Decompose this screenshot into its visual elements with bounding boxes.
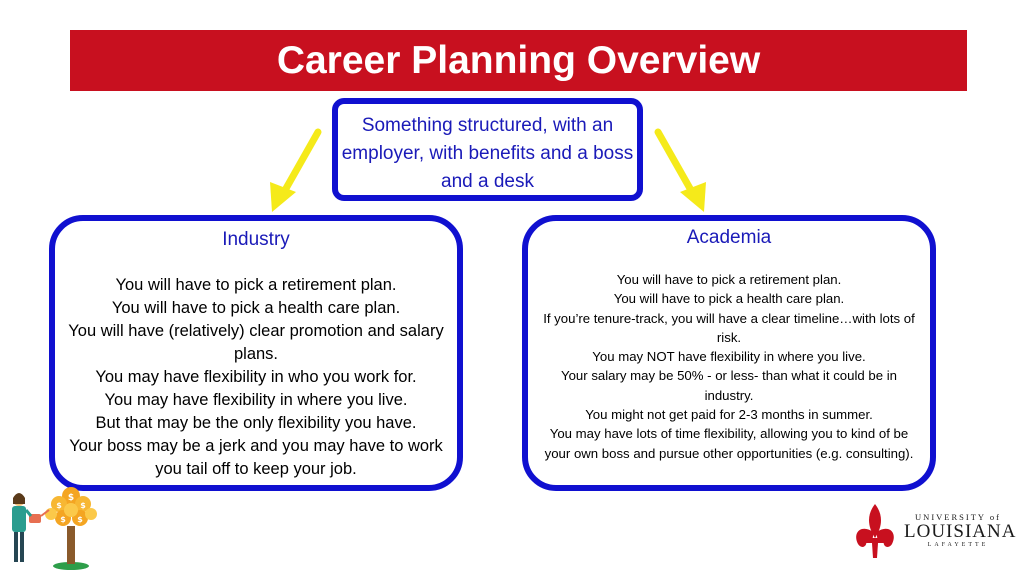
page-title: Career Planning Overview <box>276 38 761 82</box>
academia-box <box>522 215 936 491</box>
svg-text:$: $ <box>77 515 83 524</box>
money-tree-person-icon <box>5 484 100 570</box>
industry-list <box>55 274 457 481</box>
list-item: Your salary may be 50% - or less- than what it could be in industry. <box>561 368 897 403</box>
arrow-down-right-icon <box>652 126 714 216</box>
list-item: You will have to pick a retirement plan. <box>115 276 397 294</box>
industry-heading: Industry <box>222 229 290 250</box>
svg-text:$: $ <box>80 501 86 510</box>
list-item: You may NOT have flexibility in where you live. <box>592 349 866 365</box>
logo-line-lafayette: LAFAYETTE <box>927 542 989 548</box>
arrow-down-left-icon <box>262 126 324 216</box>
top-box <box>332 98 643 201</box>
logo-line-louisiana: LOUISIANA <box>904 521 1017 542</box>
industry-box <box>49 215 463 491</box>
top-box-text: Something structured, with an employer, with benefits and a boss and a desk <box>341 115 634 192</box>
logo-line-university: UNIVERSITY of <box>915 512 1001 522</box>
list-item: You will have to pick a retirement plan. <box>616 272 842 287</box>
academia-heading: Academia <box>686 227 772 248</box>
fleur-de-lis-icon <box>852 502 898 560</box>
list-item: Your boss may be a jerk and you may have to work you tail off to keep your job. <box>69 437 443 478</box>
list-item: You may have lots of time flexibility, allowing you to kind of be your own boss and pursue other opportunities (e.g. consulting). <box>544 426 914 461</box>
list-item: You will have (relatively) clear promotion and salary plans. <box>68 322 444 363</box>
svg-text:$: $ <box>56 501 62 510</box>
logo-text <box>904 512 1017 548</box>
list-item: You may have flexibility in where you live. <box>104 391 408 409</box>
academia-list <box>528 270 930 463</box>
title-bar <box>70 30 967 91</box>
list-item: You will have to pick a health care plan. <box>111 299 401 317</box>
list-item: You will have to pick a health care plan. <box>613 291 845 307</box>
svg-text:$: $ <box>60 515 66 524</box>
list-item: You may have flexibility in who you work for. <box>95 368 417 386</box>
list-item: If you’re tenure-track, you will have a clear timeline…with lots of risk. <box>543 310 915 345</box>
list-item: But that may be the only flexibility you have. <box>95 414 417 432</box>
list-item: You might not get paid for 2-3 months in summer. <box>585 407 873 423</box>
svg-text:$: $ <box>67 493 75 503</box>
university-logo <box>852 502 1017 562</box>
